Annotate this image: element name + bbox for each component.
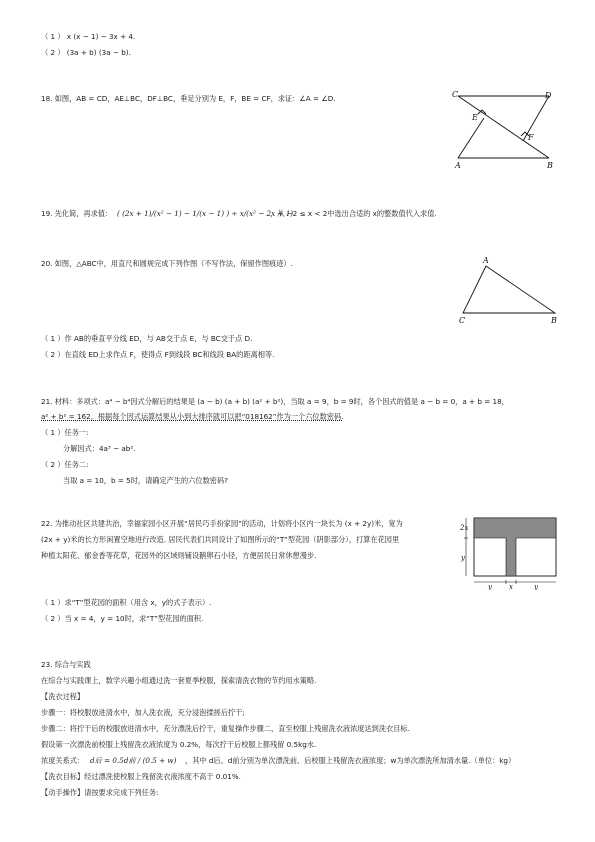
label-E: E (472, 113, 478, 122)
label-y-bottom-left: y (488, 583, 492, 590)
label-x-bottom: x (509, 583, 513, 590)
q19-expression: ( (2x + 1)/(x² − 1) − 1/(x − 1) ) ÷ x/(x² − 2x + 1) (117, 209, 294, 218)
q20-text: 20. 如图，△ABC中，用直尺和圆规完成下列作图（不写作法，保留作图痕迹）. (41, 259, 293, 268)
label-C: C (452, 90, 459, 99)
label-D: D (545, 91, 552, 100)
q23-hands-on: 【动手操作】请按要求完成下列任务: (41, 788, 159, 797)
q23-intro: 在综合与实践课上，数学兴趣小组通过洗一套夏季校服，探索清洗衣物的节约用水策略. (41, 676, 317, 685)
label-2x: 2x (460, 524, 469, 532)
q20-item2: （ 2 ）在直线 ED上求作点 F，使得点 F到线段 BC和线段 BA的距离相等. (41, 350, 275, 359)
line-AE (458, 118, 484, 158)
q23-title: 23. 综合与实践 (41, 660, 91, 669)
q23-formula-prefix: 浓度关系式： (41, 756, 85, 765)
q23-step1: 步骤一：将校服放进清水中，加入洗衣液，充分浸泡揉搓后拧干; (41, 708, 245, 717)
q22-line1: 22. 为推动社区共建共治，幸福家园小区开展“居民巧手扮家园”的活动，计划将小区内一块长为 (x + 2y)米，宽为 (41, 519, 403, 528)
label-A: A (455, 161, 461, 170)
q21-task2-content: 当取 a = 10，b = 5时，请确定产生的六位数密码? (63, 476, 228, 485)
q22-item2: （ 2 ）当 x = 4，y = 10时，求“T”型花园的面积. (41, 614, 204, 623)
triangle-ABC (463, 266, 555, 313)
q19-prefix: 19. 先化简，再求值： (41, 209, 113, 218)
q21-task2: （ 2 ）任务二: (41, 460, 89, 469)
q23-assumption: 假设第一次漂洗前校服上残留洗衣液浓度为 0.2%，每次拧干后校服上都残留 0.5kg水. (41, 740, 317, 749)
q21-line2: a² + b² = 162，根据每个因式运算结果从小到大排序就可以把“018162”作为一个六位数密码. (41, 412, 344, 421)
label-C: C (459, 316, 466, 325)
q22-line3: 种植太阳花、郁金香等花草，花园外的区域则铺设鹅卵石小径，方便居民日常休憩漫步. (41, 551, 317, 560)
label-y-left: y (461, 554, 465, 562)
q21-line1: 21. 材料：多项式：a⁴ − b⁴因式分解后的结果是 (a − b) (a + b) (a² + b²)，当取 a = 9，b = 9时，各个因式的值是 a − b = 0，a + b = 18， (41, 397, 509, 406)
label-B: B (551, 316, 557, 325)
label-A: A (483, 256, 489, 265)
q23-step2: 步骤二：将拧干后的校服放进清水中，充分漂洗后拧干，重复操作步骤二，直至校服上残留洗衣液浓度达到洗衣目标. (41, 724, 410, 733)
q23-goal: 【洗衣目标】经过漂洗使校服上残留洗衣液浓度不高于 0.01%. (41, 772, 241, 781)
label-F: F (528, 133, 534, 142)
q23-process-heading: 【洗衣过程】 (41, 692, 85, 701)
q20-item1: （ 1 ）作 AB的垂直平分线 ED，与 AB交于点 E，与 BC交于点 D. (41, 334, 253, 343)
q18-figure (448, 88, 562, 172)
q23-formula: d后 = 0.5d前 / (0.5 + w) (90, 756, 177, 765)
line-CB (458, 96, 549, 158)
q18-text: 18. 如图，AB = CD，AE⊥BC，DF⊥BC，垂足分别为 E，F，BE = CF，求证：∠A = ∠D. (41, 94, 336, 103)
q17-item1: （ 1 ） x (x − 1) − 3x + 4. (41, 32, 136, 41)
label-B: B (547, 161, 553, 170)
q19-suffix: ，从 −2 ≤ x < 2中选出合适的 x的整数值代入求值. (270, 209, 437, 218)
q22-item1: （ 1 ）求“T”型花园的面积（用含 x，y的式子表示）. (41, 598, 212, 607)
label-y-bottom-right: y (534, 583, 538, 590)
q23-formula-suffix: ，其中 d后、d前分别为单次漂洗前、后校服上残留洗衣液浓度；w为单次漂洗所加清水量.（单位：kg） (185, 756, 516, 765)
q22-line2: (2x + y)米的长方形闲置空地进行改造. 居民代表们共同设计了如图所示的“T”型花园（阴影部分），打算在花园里 (41, 535, 400, 544)
q20-figure (455, 255, 565, 327)
q21-task1-content: 分解因式：4a³ − ab². (63, 444, 136, 453)
q21-task1: （ 1 ）任务一: (41, 428, 89, 437)
q17-item2: （ 2 ） (3a + b) (3a − b). (41, 48, 131, 57)
q22-t-garden-figure (460, 514, 560, 590)
